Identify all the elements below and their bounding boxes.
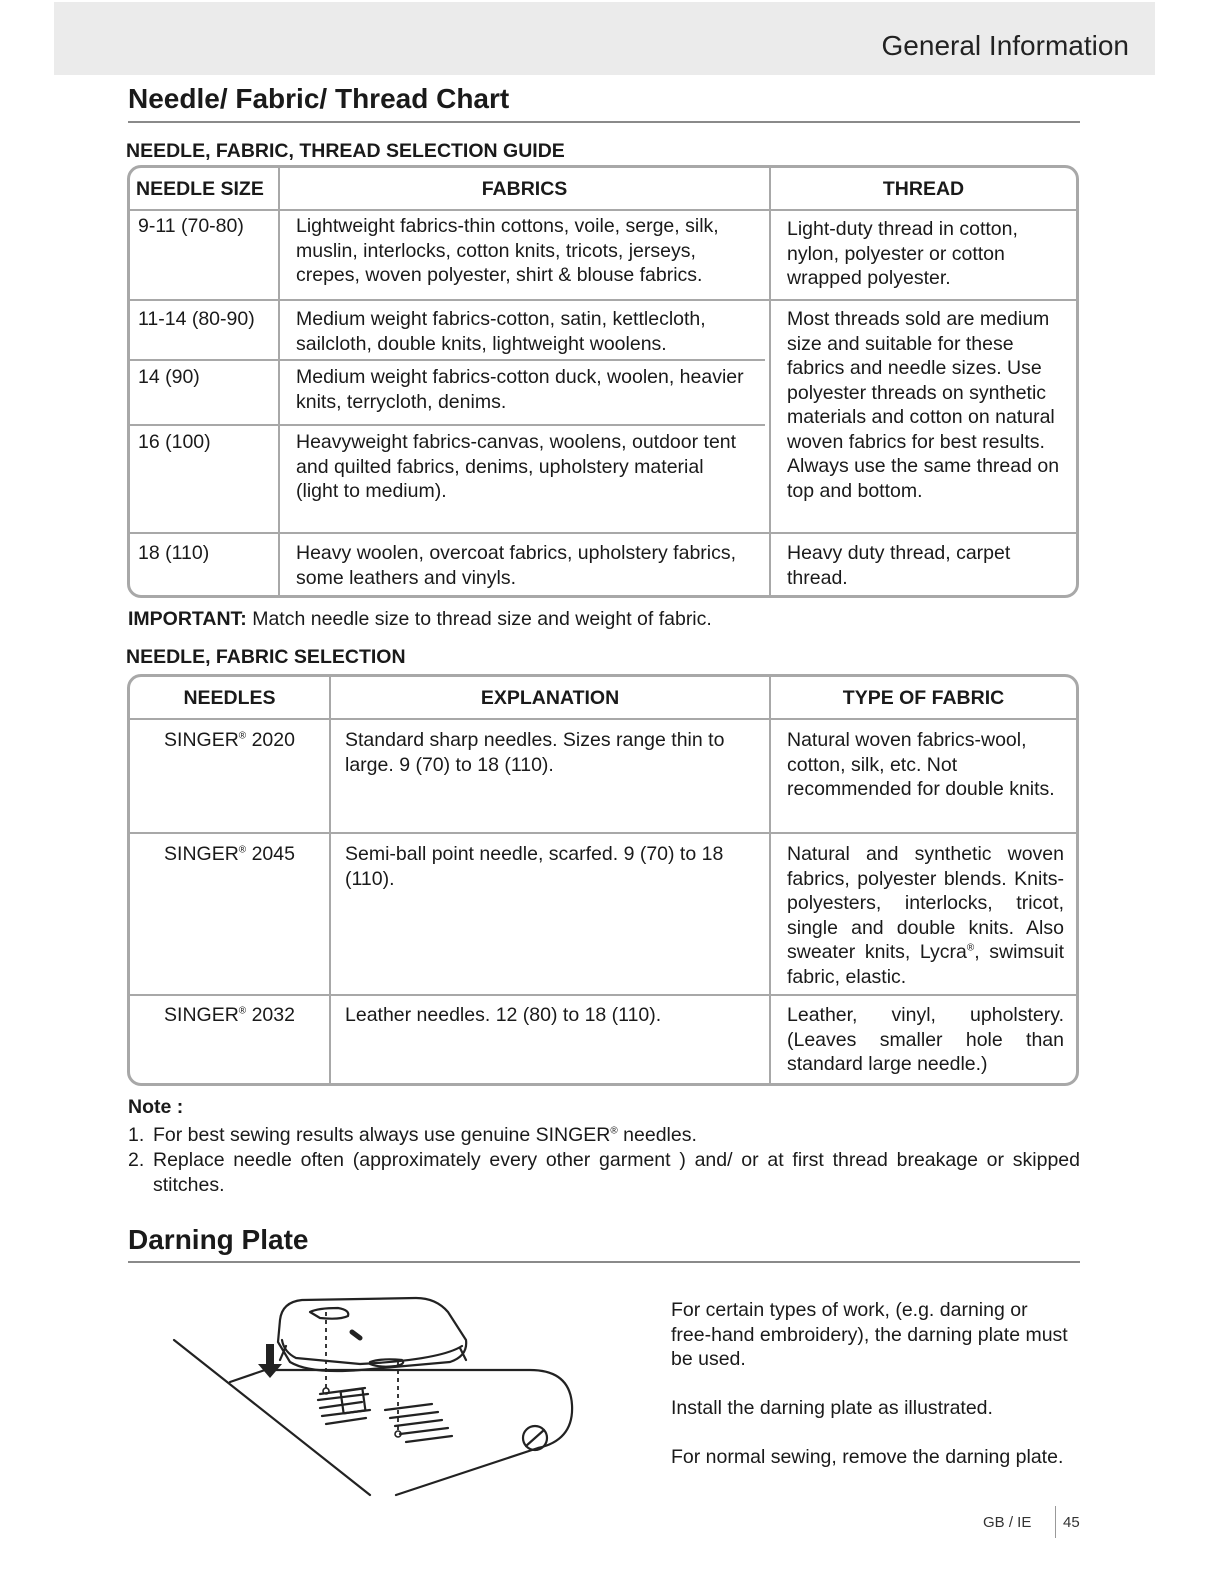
- table-row: [130, 301, 765, 361]
- fabric-type-cell: [771, 834, 1076, 994]
- fabrics-cell: Medium weight fabrics-cotton, satin, kettlecloth, sailcloth, double knits, lightweight woolens.: [296, 308, 706, 355]
- guide-heading: NEEDLE, FABRIC, THREAD SELECTION GUIDE: [126, 140, 565, 162]
- section-title: General Information: [881, 30, 1129, 61]
- darning-paragraph-3: For normal sewing, remove the darning plate.: [671, 1446, 1064, 1468]
- registered-mark: ®: [238, 844, 247, 856]
- needle-selection-table: [127, 674, 1079, 1086]
- needle-size-cell: 9-11 (70-80): [138, 215, 244, 237]
- needle-model: 2045: [251, 843, 295, 865]
- table-header-row: [130, 677, 1076, 720]
- darning-rule: [128, 1261, 1080, 1263]
- footer-divider: [1055, 1506, 1056, 1538]
- table-row: [130, 534, 1076, 598]
- header-type-of-fabric: TYPE OF FABRIC: [842, 687, 1005, 709]
- needle-model: 2020: [251, 729, 295, 751]
- header-band: [54, 2, 1155, 75]
- table-row: [130, 996, 1076, 1086]
- fabrics-cell: Heavyweight fabrics-canvas, woolens, outdoor tent and quilted fabrics, denims, upholstery material (light to medium).: [296, 431, 737, 502]
- explanation-cell: Standard sharp needles. Sizes range thin to large. 9 (70) to 18 (110).: [345, 729, 725, 776]
- explanation-cell: Leather needles. 12 (80) to 18 (110).: [345, 1004, 662, 1026]
- explanation-cell: Semi-ball point needle, scarfed. 9 (70) to 18 (110).: [345, 843, 724, 890]
- table-row: [130, 720, 1076, 834]
- needle-size-cell: 11-14 (80-90): [138, 308, 255, 330]
- note-label: Note :: [128, 1096, 184, 1118]
- needle-model: 2032: [251, 1004, 295, 1026]
- header-explanation: EXPLANATION: [480, 687, 620, 709]
- registered-mark: ®: [238, 1005, 247, 1017]
- darning-paragraph-1: For certain types of work, (e.g. darning or free-hand embroidery), the darning plate must be used.: [671, 1299, 1068, 1370]
- chart-title: Needle/ Fabric/ Thread Chart: [128, 83, 510, 114]
- needle-size-cell: 14 (90): [138, 366, 200, 388]
- note-text-end: needles.: [617, 1124, 697, 1146]
- needle-cell: [130, 996, 329, 1086]
- registered-mark: ®: [238, 730, 247, 742]
- header-thread: THREAD: [882, 178, 965, 200]
- note-text: Replace needle often (approximately every other garment ) and/ or at first thread breakage or skipped stitches.: [153, 1149, 1080, 1196]
- table-row: [130, 361, 765, 426]
- important-label: IMPORTANT:: [128, 608, 247, 630]
- fabric-text-end: , swimsuit fabric, elastic.: [787, 941, 1065, 988]
- fabrics-cell: Heavy woolen, overcoat fabrics, upholstery fabrics, some leathers and vinyls.: [296, 542, 737, 589]
- note-item-2: 2. Replace needle often (approximately every other garment ) and/ or at first thread breakage or skipped stitches.: [128, 1149, 1080, 1196]
- needle-cell: [130, 834, 329, 994]
- thread-cell: Heavy duty thread, carpet thread.: [787, 542, 1011, 589]
- header-fabrics: FABRICS: [481, 178, 568, 200]
- needle-size-cell: 18 (110): [138, 542, 210, 564]
- table-row: [130, 211, 1076, 301]
- fabrics-cell: Medium weight fabrics-cotton duck, woolen, heavier knits, terrycloth, denims.: [296, 366, 744, 413]
- darning-paragraph-2: Install the darning plate as illustrated.: [671, 1397, 993, 1419]
- table-header-row: [130, 168, 1076, 211]
- fabric-text: Natural and synthetic woven fabrics, polyester blends. Knits-polyesters, interlocks, tricot, single and double knits. Also sweater knits, Lycra: [787, 843, 1064, 963]
- title-rule: [128, 121, 1080, 123]
- needle-brand: SINGER: [164, 1004, 239, 1026]
- needle-brand: SINGER: [164, 729, 239, 751]
- thread-cell: Light-duty thread in cotton, nylon, polyester or cotton wrapped polyester.: [787, 218, 1018, 289]
- needle-brand: SINGER: [164, 843, 239, 865]
- important-text: Match needle size to thread size and weight of fabric.: [252, 608, 712, 630]
- registered-mark: ®: [610, 1125, 618, 1137]
- shared-thread-cell: Most threads sold are medium size and suitable for these fabrics and needle sizes. Use polyester threads on synthetic materials and cotton on natural woven fabrics for best results. Always use the same thread on top and bottom.: [787, 308, 1060, 502]
- registered-mark: ®: [966, 942, 975, 954]
- fabric-type-cell: Leather, vinyl, upholstery. (Leaves smaller hole than standard large needle.): [787, 1004, 1064, 1075]
- note-text: For best sewing results always use genuine SINGER: [153, 1124, 611, 1146]
- header-needles: NEEDLES: [183, 687, 276, 709]
- note-item-1: 1. For best sewing results always use genuine SINGER® needles.: [128, 1124, 697, 1146]
- selection-guide-table: [127, 165, 1079, 598]
- table-row: [130, 834, 1076, 996]
- needle-size-cell: 16 (100): [138, 431, 211, 453]
- important-note: [128, 607, 712, 632]
- footer-region: GB / IE: [983, 1514, 1032, 1531]
- darning-plate-illustration: [170, 1290, 590, 1500]
- page-number: 45: [1063, 1514, 1080, 1531]
- header-needle-size: NEEDLE SIZE: [136, 178, 264, 200]
- fabric-type-cell: Natural woven fabrics-wool, cotton, silk, etc. Not recommended for double knits.: [787, 729, 1055, 800]
- selection-heading: NEEDLE, FABRIC SELECTION: [126, 646, 406, 668]
- needle-cell: [130, 720, 329, 832]
- down-arrow-icon: [258, 1344, 282, 1378]
- fabrics-cell: Lightweight fabrics-thin cottons, voile, serge, silk, muslin, interlocks, cotton knits, tricots, jerseys, crepes, woven polyester, shirt & blouse fabrics.: [296, 215, 719, 286]
- darning-title: Darning Plate: [128, 1224, 309, 1255]
